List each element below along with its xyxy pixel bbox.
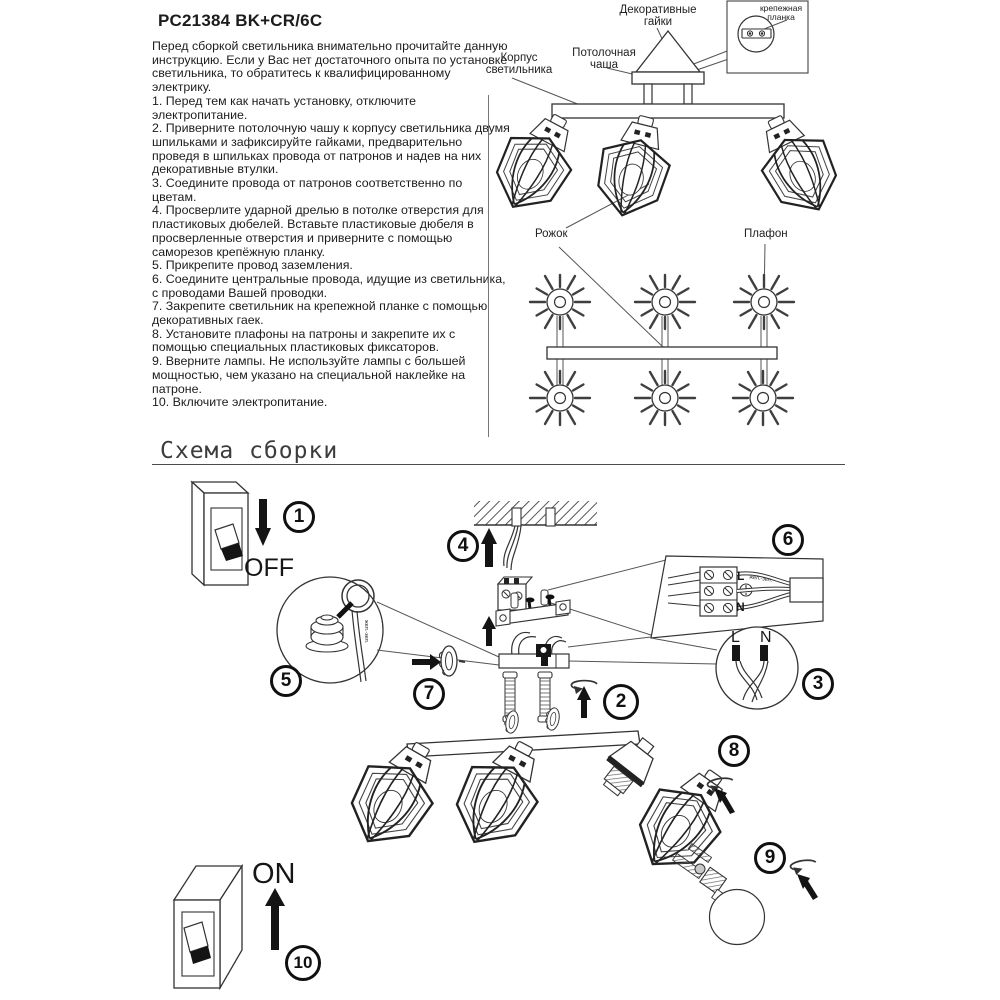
assembled-fixture xyxy=(336,707,666,860)
label-mounting-bar: крепежная планка xyxy=(759,3,803,22)
ceiling-wires xyxy=(504,526,521,570)
arrow-down-step1 xyxy=(255,499,271,546)
ceiling-hatch xyxy=(474,501,597,526)
switch-on xyxy=(174,866,242,988)
step-6: 6. Соедините центральные провода, идущие из светильника, с проводами Вашей проводки. xyxy=(152,271,506,300)
label-decorative-nuts: Декоративные гайки xyxy=(619,4,697,28)
wire-color-label-box: жел.-зел. xyxy=(748,574,773,584)
step-8: 8. Установите плафоны на патроны и закрепите их с помощью специальных пластиковых фиксаторов. xyxy=(152,326,456,355)
decorative-nut xyxy=(439,646,457,676)
wire-n-label: N xyxy=(760,629,772,646)
label-arm: Рожок xyxy=(535,228,568,240)
step-9: 9. Вверните лампы. Не используйте лампы с большей мощностью, чем указано на специальной наклейке на патроне. xyxy=(152,354,466,396)
arrow-up-step10 xyxy=(265,888,285,950)
terminal-n-label: N xyxy=(736,600,745,614)
cage-shade-3 xyxy=(744,104,850,225)
label-shade: Плафон xyxy=(744,228,788,240)
step-number-5: 5 xyxy=(270,665,302,697)
assembly-diagram xyxy=(150,470,860,1000)
step-number-2: 2 xyxy=(603,684,639,720)
terminal-l-label: L xyxy=(737,569,745,583)
step-number-4: 4 xyxy=(447,530,479,562)
step-number-3: 3 xyxy=(802,668,834,700)
on-label: ON xyxy=(252,858,296,890)
step-2: 2. Приверните потолочную чашу к корпусу светильника двумя шпильками и зафиксируйте гайками, предварительно проведя в шпильках провода от патронов и надев на них декоративные втулки. xyxy=(152,121,510,177)
step-number-6: 6 xyxy=(772,524,804,556)
step-7: 7. Закрепите светильник на крепежной планке с помощью декоративных гаек. xyxy=(152,299,488,328)
arrow-upleft-step9 xyxy=(797,874,818,900)
cage-shade-2 xyxy=(589,109,680,224)
fixture-bar xyxy=(552,104,784,118)
label-ceiling-cup: Потолочная чаша xyxy=(572,47,636,71)
step-number-10: 10 xyxy=(285,945,321,981)
intro-paragraph: Перед сборкой светильника внимательно прочитайте данную инструкцию. Если у Вас нет достаточного опыта по установке светильника, то обратитесь к квалифицированному электрику. xyxy=(152,39,508,95)
step-10: 10. Включите электропитание. xyxy=(152,395,328,410)
step-number-9: 9 xyxy=(754,842,786,874)
step-1: 1. Перед тем как начать установку, отключите электропитание. xyxy=(152,93,417,122)
rotate-icon-step9 xyxy=(790,859,817,876)
step-number-1: 1 xyxy=(283,501,315,533)
step-5: 5. Прикрепите провод заземления. xyxy=(152,258,353,273)
page-title: PC21384 BK+CR/6C xyxy=(158,11,323,30)
splice-detail-circle xyxy=(716,627,798,709)
step-4: 4. Просверлите ударной дрелью в потолке отверстия для пластиковых дюбелей. Вставьте пластиковые дюбеля в просверленные отверстия и приверните с помощью саморезов крепёжную планку. xyxy=(152,203,484,259)
arrow-up-step4 xyxy=(481,528,497,567)
step-number-7: 7 xyxy=(413,678,445,710)
off-label: OFF xyxy=(244,554,294,582)
heading-rule xyxy=(152,464,845,465)
bottom-view xyxy=(530,275,794,425)
assembly-heading: Схема сборки xyxy=(160,438,339,464)
label-body: Корпус светильника xyxy=(485,52,553,76)
step-3: 3. Соедините провода от патронов соответственно по цветам. xyxy=(152,176,463,204)
instruction-text xyxy=(152,40,510,410)
switch-off xyxy=(192,482,248,585)
cage-shade-1 xyxy=(483,101,591,222)
step-number-8: 8 xyxy=(718,735,750,767)
wire-color-label-ground: жел.-зел. xyxy=(363,620,369,644)
light-bulb xyxy=(695,864,765,945)
wire-l-label: L xyxy=(731,629,740,646)
arrow-up-mid xyxy=(482,616,496,646)
